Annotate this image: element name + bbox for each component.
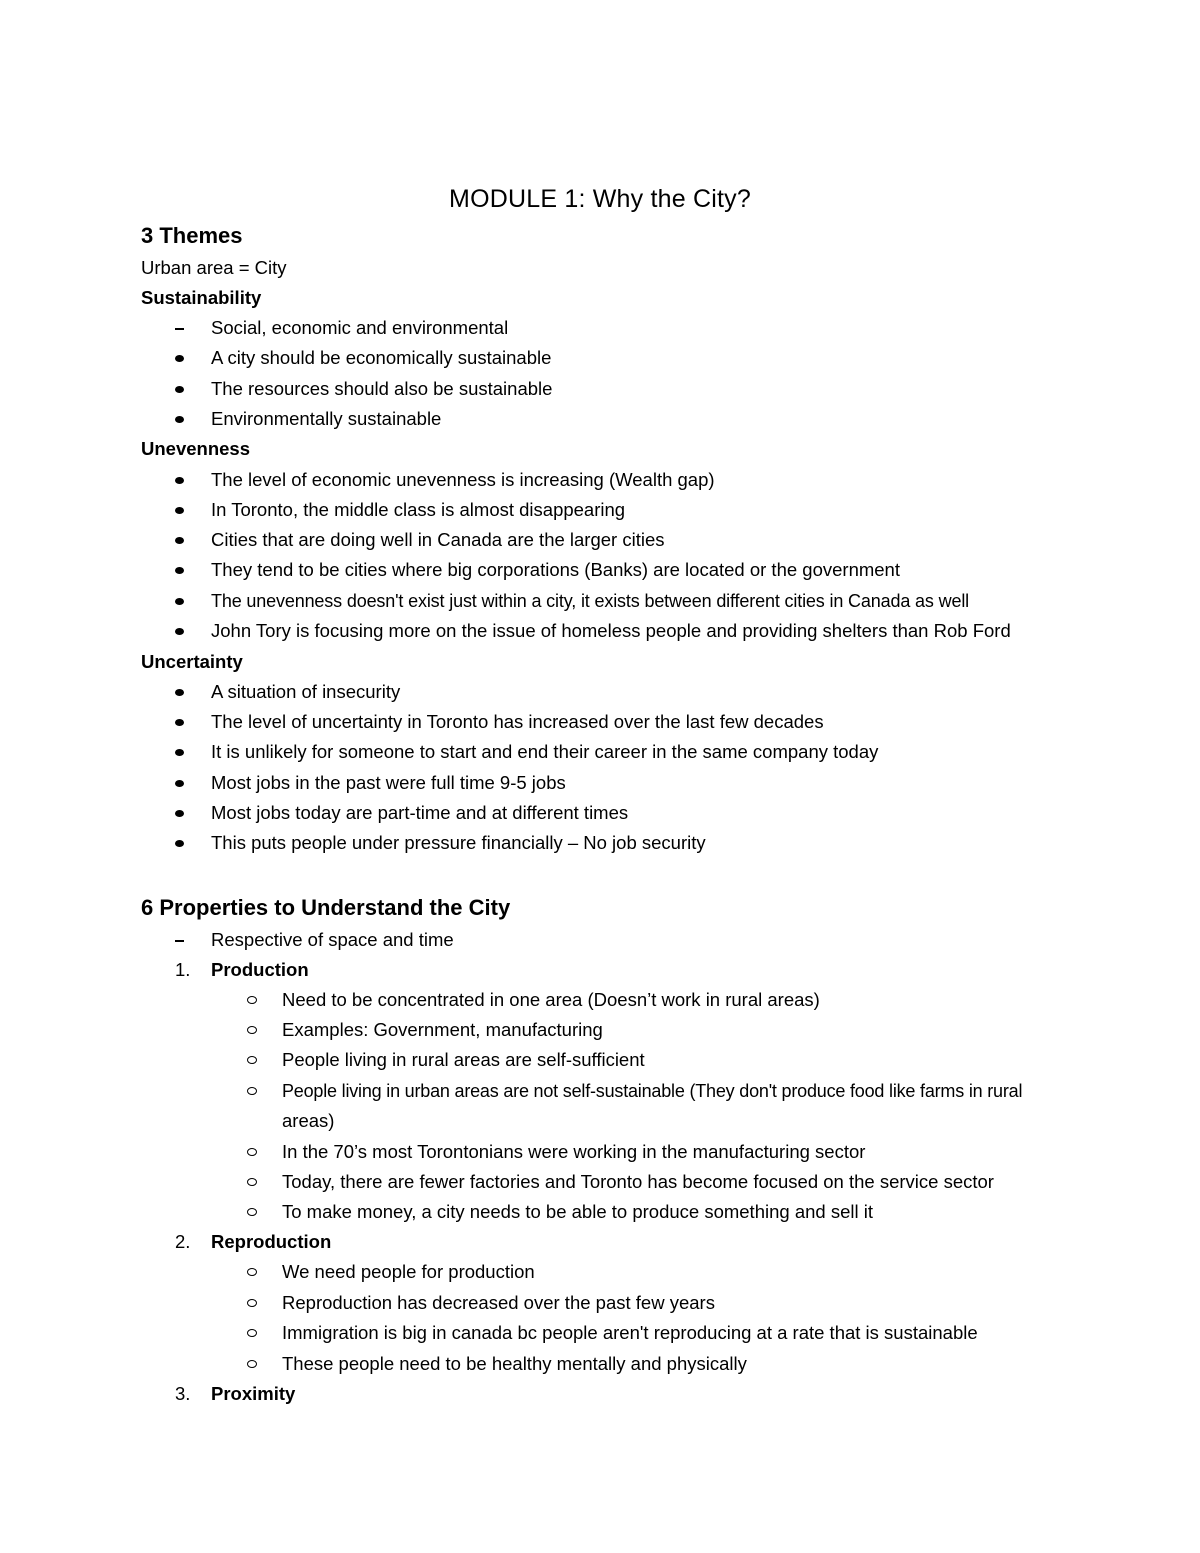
- bullet-marker: [175, 628, 184, 635]
- bullet-marker: [175, 355, 184, 362]
- bullet-marker: [175, 386, 184, 393]
- bullet-marker: [175, 749, 184, 756]
- bullet-marker: [175, 780, 184, 787]
- document-page: MODULE 1: Why the City? 3 Themes Urban area = City Sustainability Social, economic and environmental A city should be economically sustainable The resources should also be sustainable Environmentally sustainable Unevenness The level of economic unevenness is increasing (Wealth gap) In Toronto, the middle class is almost disappearing Cities that are doing well in Canada are the larger cities They tend to be cities where big corporations (Banks) are located or the government The unevenness doesn't exist just within a city, it exists between different cities in Canada as well John Tory is focusing more on the issue of homeless people and providing shelters than Rob Ford Uncertainty A situation of insecurity The level of uncertainty in Toronto has increased over the last few decades It is unlikely for someone to start and end their career in the same company today Most jobs in the past were full time 9-5 jobs Most jobs today are part-time and at different times This puts people under pressure financially – No job security 6 Properties to Understand the City Respective of space and time 1. Production Need to be concentrated in one area (Doesn’t work in rural areas) Examples: Government, manufacturing People living in rural areas are self-sufficient People living in urban areas are not self-sustainable (They don't produce food like farms in rural areas) In the 70’s most Torontonians were working in the manufacturing sector Today, there are fewer factories and Toronto has become focused on the service sector To make money, a city needs to be able to produce something and sell it 2. Reproduction We need people for production Reproduction has decreased over the past few years Immigration is big in canada bc people aren't reproducing at a rate that is sustainable These people need to be healthy mentally and physically 3. Proximity: [0, 0, 1200, 1553]
- intro-line: Urban area = City: [141, 257, 287, 278]
- circle-marker: [247, 1056, 257, 1064]
- subheading-sustainability: Sustainability: [141, 287, 262, 308]
- page-title: MODULE 1: Why the City?: [449, 185, 751, 213]
- bullet-marker: [175, 840, 184, 847]
- bullet-marker: [175, 537, 184, 544]
- bullet-marker: [175, 416, 184, 423]
- bullet-marker: [175, 507, 184, 514]
- dash-marker: [175, 328, 184, 330]
- bullet-marker: [175, 477, 184, 484]
- bullet-marker: [175, 719, 184, 726]
- circle-marker: [247, 996, 257, 1004]
- subheading-unevenness: Unevenness: [141, 438, 250, 459]
- circle-marker: [247, 1299, 257, 1307]
- circle-marker: [247, 1208, 257, 1216]
- circle-marker: [247, 1178, 257, 1186]
- bullet-marker: [175, 810, 184, 817]
- subheading-uncertainty: Uncertainty: [141, 651, 243, 672]
- circle-marker: [247, 1026, 257, 1034]
- bullet-marker: [175, 567, 184, 574]
- circle-marker: [247, 1148, 257, 1156]
- circle-marker: [247, 1329, 257, 1337]
- circle-marker: [247, 1360, 257, 1368]
- circle-marker: [247, 1268, 257, 1276]
- circle-marker: [247, 1087, 257, 1095]
- section-heading-6-properties: 6 Properties to Understand the City: [141, 895, 511, 920]
- bullet-marker: [175, 598, 184, 605]
- dash-marker: [175, 940, 184, 942]
- section-heading-3-themes: 3 Themes: [141, 223, 243, 248]
- bullet-marker: [175, 689, 184, 696]
